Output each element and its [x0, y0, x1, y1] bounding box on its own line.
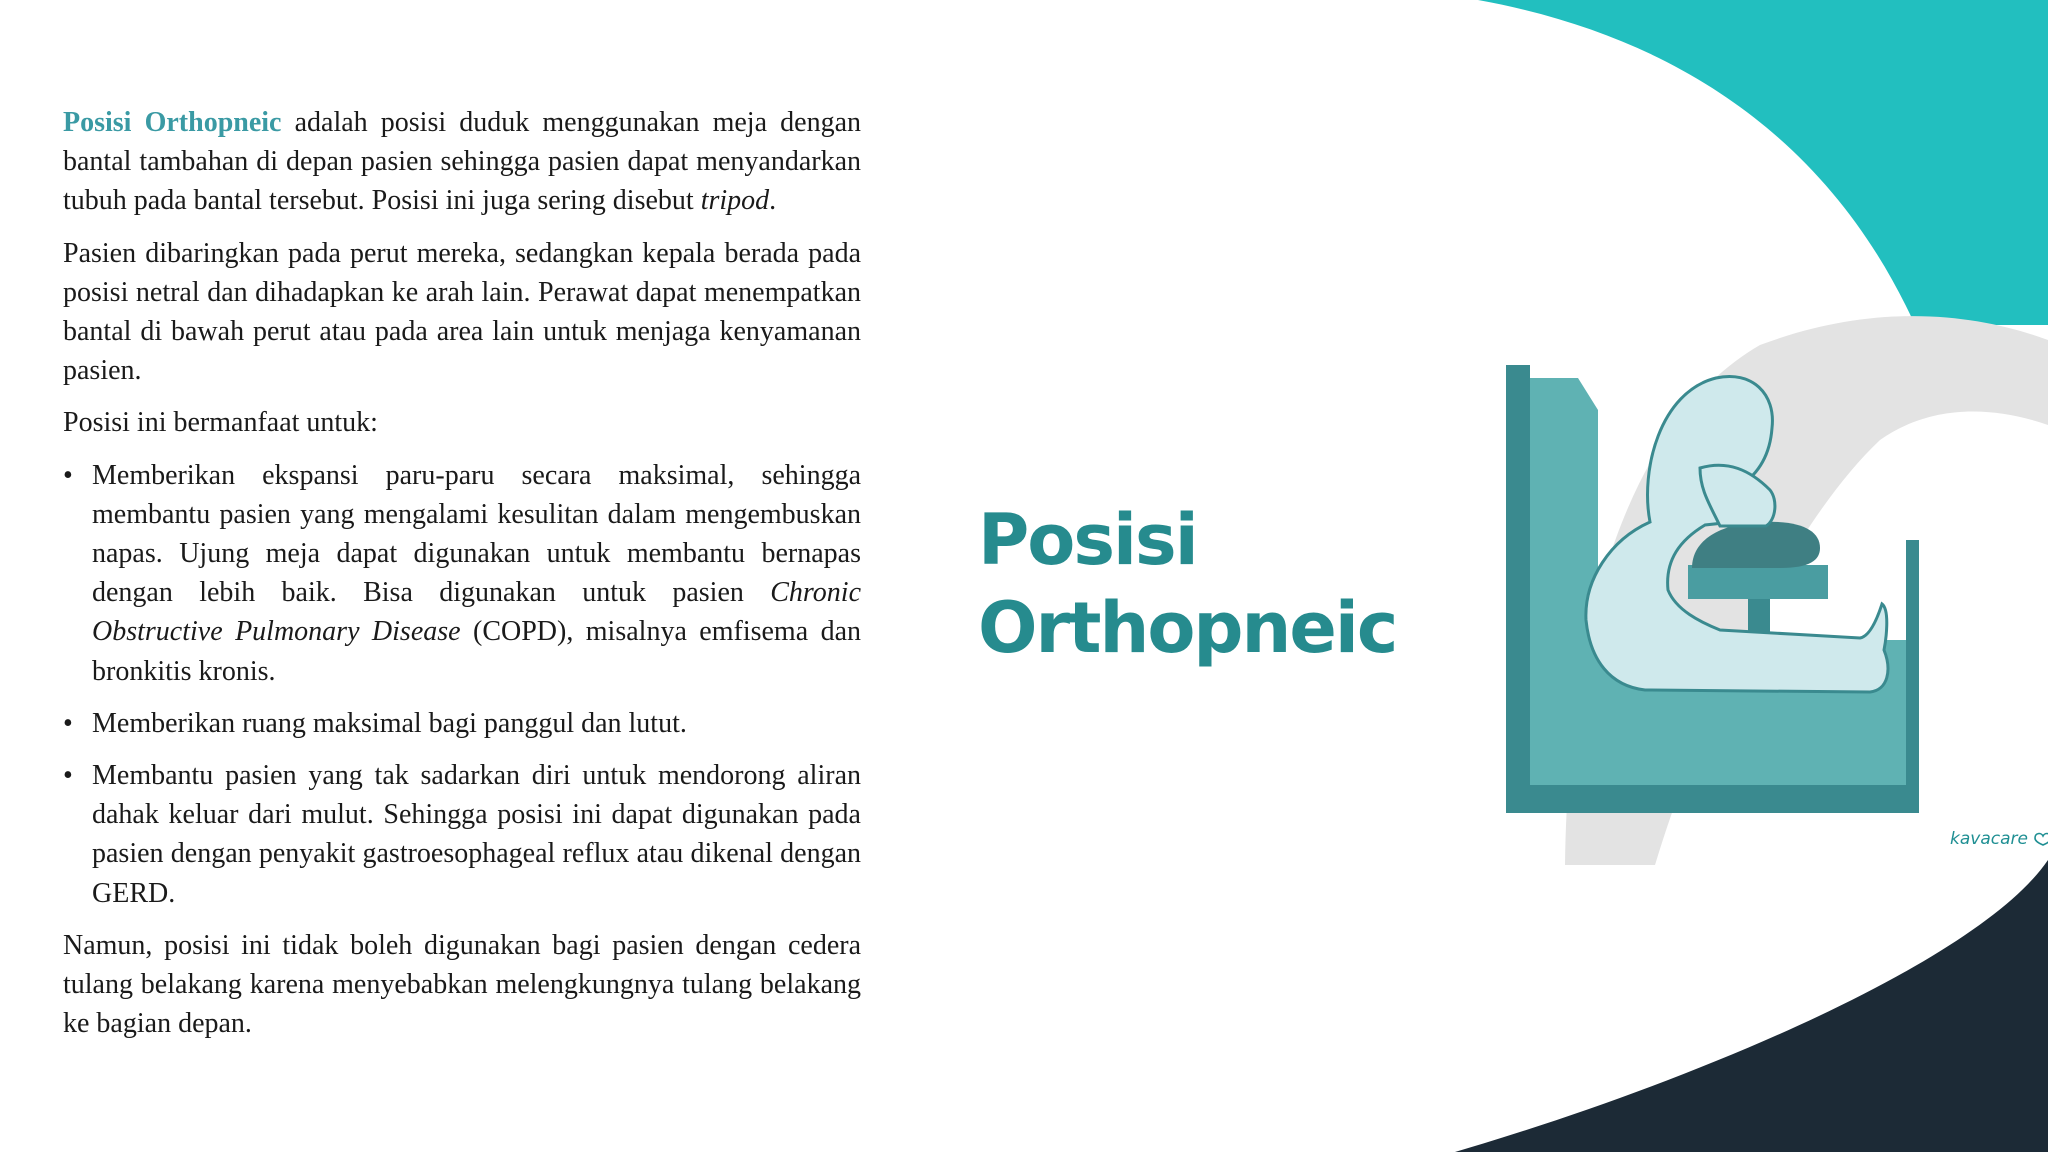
intro-paragraph — [63, 103, 861, 221]
brand-watermark — [1950, 829, 2048, 849]
dark-corner-shape — [1455, 860, 2048, 1152]
description-paragraph: Pasien dibaringkan pada perut mereka, sedangkan kepala berada pada posisi netral dan dihadapkan ke arah lain. Perawat dapat menempatkan bantal di bawah perut atau pada area lain untuk menjaga kenyamanan pasien. — [63, 237, 861, 387]
illustration-title — [978, 496, 1396, 672]
benefit-1-end: (COPD), misalnya emfisema dan bronkitis kronis. — [92, 616, 861, 687]
illustration-title-line-1: Posisi — [978, 499, 1197, 581]
benefit-1-italic: Chronic Obstructive Pulmonary Disease — [92, 577, 861, 648]
bullet-icon: • — [63, 707, 73, 739]
term-highlight: Posisi Orthopneic — [63, 107, 282, 138]
teal-corner-shape — [1478, 0, 2048, 325]
benefit-item-1 — [63, 456, 861, 691]
benefits-heading: Posisi ini bermanfaat untuk: — [63, 407, 378, 439]
warning-paragraph: Namun, posisi ini tidak boleh digunakan bagi pasien dengan cedera tulang belakang karena menyebabkan melengkungnya tulang belakang ke bagian depan. — [63, 929, 861, 1040]
bullet-icon: • — [63, 459, 73, 491]
intro-text: adalah posisi duduk menggunakan meja dengan bantal tambahan di depan pasien sehingga pasien dapat menyandarkan tubuh pada bantal tersebut. Posisi ini juga sering disebut — [63, 107, 861, 217]
bed-headboard — [1506, 365, 1530, 811]
bed-frame — [1506, 785, 1919, 813]
overbed-table-top — [1688, 565, 1828, 599]
body-text-column — [63, 103, 861, 1056]
brand-name: kavacare — [1950, 829, 2028, 849]
benefit-item-2 — [63, 704, 861, 743]
benefit-3-text: Membantu pasien yang tak sadarkan diri untuk mendorong aliran dahak keluar dari mulut. Sehingga posisi ini dapat digunakan pada pasien dengan penyakit gastroesophageal reflux atau dikenal dengan GERD. — [92, 760, 861, 909]
bed-footboard — [1906, 540, 1919, 813]
kavacare-logo-icon — [2033, 830, 2048, 846]
bullet-icon: • — [63, 760, 73, 792]
benefit-item-3 — [63, 756, 861, 913]
benefit-1-text: Memberikan ekspansi paru-paru secara maksimal, sehingga membantu pasien yang mengalami kesulitan dalam mengembuskan napas. Ujung meja dapat digunakan untuk membantu bernapas dengan lebih baik. Bisa digunakan untuk pasien — [92, 459, 861, 609]
illustration-title-line-2: Orthopneic — [978, 587, 1397, 669]
intro-end: . — [769, 185, 777, 217]
intro-italic-term: tripod — [700, 185, 770, 217]
benefit-2-text: Memberikan ruang maksimal bagi panggul dan lutut. — [92, 707, 687, 739]
benefits-list — [63, 456, 861, 913]
